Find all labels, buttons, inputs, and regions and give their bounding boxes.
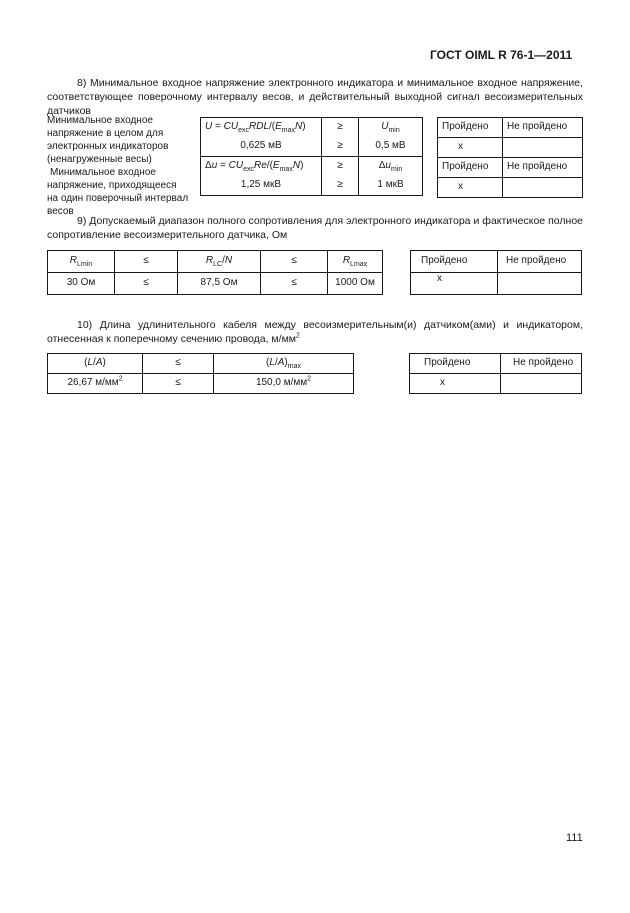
pass-header-1: Пройдено [438,118,503,138]
la-max-value [214,374,354,394]
formula-umin: $U_{min}$ [359,118,423,138]
section-8-formula-table [200,117,423,196]
la-max-header: $(L/A)_{max}$ [214,354,354,374]
section-10-result-table [409,353,582,394]
section-10-intro-sup: 2 [296,332,300,340]
pass-header-2: Пройдено [438,158,503,178]
formula-op: ≥ [322,118,359,138]
fail-header-2: Не пройдено [503,158,583,178]
la-value-text: 26,67 м/мм [67,377,119,389]
section-10-intro-main: 10) Длина удлинительного кабеля между весоизмерительным(и) датчиком(ами) и индикатором, отнесенная к поперечному сечению провода, м/мм [47,319,583,345]
section-10-intro-text [47,318,583,346]
la-header: (L/A) [48,354,143,374]
section-8-result-table [437,117,583,198]
row2-limit: 1 мкВ [359,176,423,196]
pass-mark-2: x [438,178,503,198]
fail-mark-2 [503,178,583,198]
r-lmax-value: 1000 Ом [328,273,383,295]
row2-value: 1,25 мкВ [201,176,322,196]
la-max-value-sup: 2 [307,375,312,383]
op-value-2: ≤ [261,273,328,295]
fail-header-9: Не пройдено [498,251,582,273]
fail-mark-9 [498,273,582,295]
fail-mark-1 [503,138,583,158]
op-header-1: ≤ [115,251,178,273]
r-lmax-header: $R_{Lmax}$ [328,251,383,273]
section-9-intro [47,214,583,242]
r-lmin-value: 30 Ом [48,273,115,295]
r-lc-header: $R_{LC}/N$ [178,251,261,273]
op-value-10: ≤ [143,374,214,394]
r-lc-value: 87,5 Ом [178,273,261,295]
row1-value: 0,625 мВ [201,137,322,157]
pass-mark-1: x [438,138,503,158]
pass-mark-10: x [410,374,501,394]
page-number: 111 [566,832,583,844]
document-header: ГОСТ OIML R 76-1—2011 [430,48,573,62]
row1-limit: 0,5 мВ [359,137,423,157]
section-8-desc-1: Минимальное входное напряжение в целом для электронных индикаторов (ненагруженные весы) [47,115,169,165]
section-8-desc-2: Минимальное входное напряжение, приходящееся на один поверочный интервал весов [47,167,189,217]
fail-header-10: Не пройдено [501,354,582,374]
formula-u: $U = CU_{exc}RDL/(E_{max}N)$ [201,118,322,138]
pass-mark-9: x [411,273,498,295]
fail-mark-10 [501,374,582,394]
pass-header-10: Пройдено [410,354,501,374]
r-lmin-header: $R_{Lmin}$ [48,251,115,273]
section-10-cable-table [47,353,354,394]
section-8-intro-text: 8) Минимальное входное напряжение электронного индикатора и минимальное входное напряжение, соответствующее поверочному интервалу весов, и действительный выходной сигнал весоизмерительных датчиков [47,77,583,117]
formula-dumin: $\Delta u_{min}$ [359,157,423,177]
la-value [48,374,143,394]
section-9-result-table [410,250,582,295]
section-9-intro-text: 9) Допускаемый диапазон полного сопротивления для электронного индикатора и фактическое полное сопротивление весоизмерительного датчика, Ом [47,215,583,241]
row2-op: ≥ [322,176,359,196]
section-9-resistance-table [47,250,383,295]
section-10-intro [47,318,583,346]
op-header-10: ≤ [143,354,214,374]
la-value-sup: 2 [118,375,123,383]
formula-du: $\Delta u = CU_{exc}Re/(E_{max}N)$ [201,157,322,177]
formula-op-2: ≥ [322,157,359,177]
op-header-2: ≤ [261,251,328,273]
section-8-description [47,114,189,218]
la-max-value-text: 150,0 м/мм [255,377,308,389]
fail-header-1: Не пройдено [503,118,583,138]
row1-op: ≥ [322,137,359,157]
section-8-intro [47,76,583,118]
pass-header-9: Пройдено [411,251,498,273]
op-value-1: ≤ [115,273,178,295]
